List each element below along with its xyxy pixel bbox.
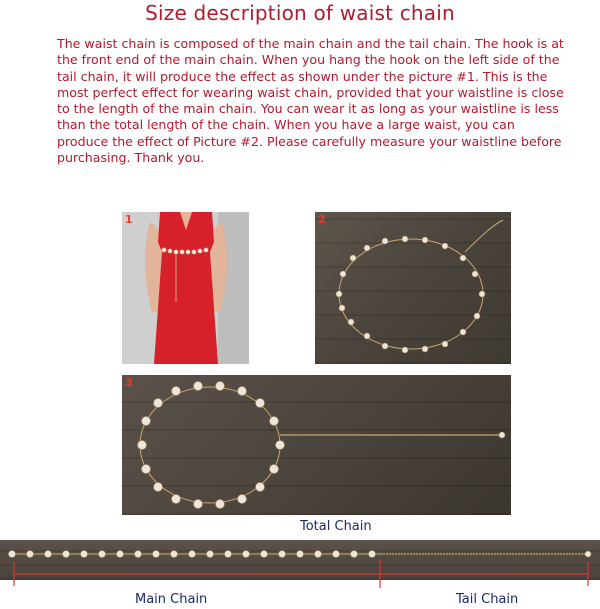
photo-3-full-chain: [122, 375, 511, 515]
description-text: The waist chain is composed of the main chain and the tail chain. The hook is at the front end of the main chain. When you hang the hook on the left side of the tail chain, it will produce the effect as shown under the picture #1. This is the most perfect effect for wearing waist chain, provided that your waistline is close to the length of the main chain. You can wear it as long as your waistline is less than the total length of the chain. When you have a large waist, you can produce the effect of Picture #2. Please carefully measure your waistline before purchasing. Thank you.: [57, 36, 564, 166]
tail-chain-label: Tail Chain: [456, 592, 519, 607]
red-dress-illustration: [122, 212, 249, 364]
photo-badge-2: 2: [318, 213, 326, 226]
page-title: Size description of waist chain: [145, 1, 455, 25]
chain-loop-illustration: [315, 212, 511, 364]
photo-1-model-red-dress: [122, 212, 249, 364]
main-chain-label: Main Chain: [135, 592, 208, 607]
chain-measurement-lines: [0, 560, 600, 590]
photo-badge-3: 3: [125, 376, 133, 389]
photo-2-chain-on-wood: [315, 212, 511, 364]
full-chain-illustration: [122, 375, 511, 515]
total-chain-label: Total Chain: [300, 519, 372, 534]
photo-badge-1: 1: [125, 213, 133, 226]
